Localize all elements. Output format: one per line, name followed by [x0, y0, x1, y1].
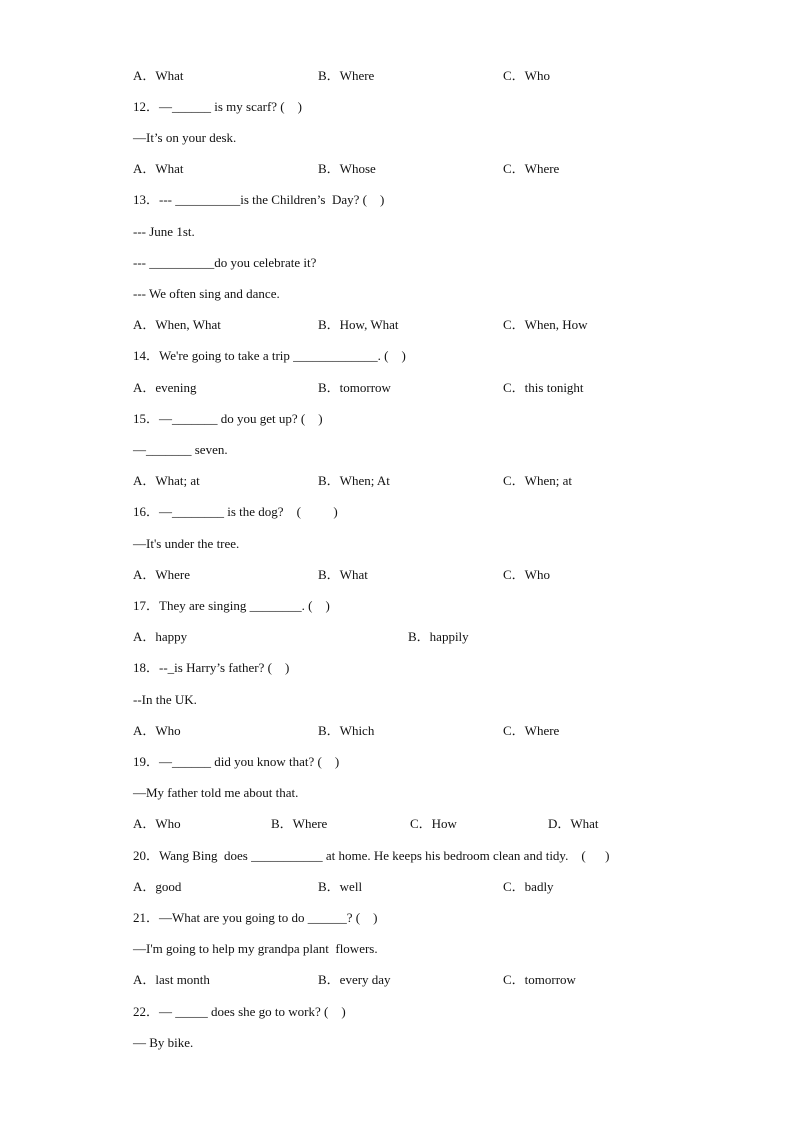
option-c: C．Who [503, 567, 550, 582]
option-c: C．Who [503, 68, 550, 83]
option-b: B．Where [271, 816, 328, 831]
option-c: C．When; at [503, 473, 572, 488]
question-17: 17．They are singing ________. ( ) [133, 598, 330, 613]
question-12-reply: —It’s on your desk. [133, 130, 237, 145]
option-a: A．happy [133, 629, 188, 644]
question-19-reply: —My father told me about that. [133, 785, 299, 800]
question-21-reply: —I'm going to help my grandpa plant flowers. [133, 941, 378, 956]
option-a: A．Who [133, 816, 181, 831]
option-b: B．When; At [318, 473, 390, 488]
option-b: B．Where [318, 68, 375, 83]
option-c: C．badly [503, 879, 554, 894]
option-b: B．every day [318, 972, 391, 987]
question-21: 21．—What are you going to do ______? ( ) [133, 910, 378, 925]
option-b: B．well [318, 879, 363, 894]
option-c: C．tomorrow [503, 972, 576, 987]
option-b: B．What [318, 567, 368, 582]
option-d: D．What [548, 816, 599, 831]
option-b: B．Which [318, 723, 375, 738]
option-a: A．last month [133, 972, 210, 987]
option-b: B．happily [408, 629, 469, 644]
option-c: C．Where [503, 161, 560, 176]
question-15: 15．—_______ do you get up? ( ) [133, 411, 323, 426]
question-13-line-4: --- We often sing and dance. [133, 286, 280, 301]
option-c: C．Where [503, 723, 560, 738]
question-13-line-3: --- __________do you celebrate it? [133, 255, 317, 270]
option-c: C．this tonight [503, 380, 584, 395]
question-16-reply: —It's under the tree. [133, 536, 240, 551]
question-16: 16．—________ is the dog? ( ) [133, 504, 338, 519]
option-b: B．Whose [318, 161, 376, 176]
question-19: 19．—______ did you know that? ( ) [133, 754, 340, 769]
option-a: A．What [133, 68, 184, 83]
option-a: A．Where [133, 567, 191, 582]
question-18-reply: --In the UK. [133, 692, 197, 707]
question-22-reply: — By bike. [133, 1035, 194, 1050]
question-13-line-2: --- June 1st. [133, 224, 195, 239]
question-22: 22．— _____ does she go to work? ( ) [133, 1004, 346, 1019]
option-b: B．tomorrow [318, 380, 391, 395]
option-a: A．What; at [133, 473, 200, 488]
option-a: A．good [133, 879, 182, 894]
option-a: A．evening [133, 380, 197, 395]
question-20: 20．Wang Bing does ___________ at home. He keeps his bedroom clean and tidy. ( ) [133, 848, 610, 863]
option-c: C．How [410, 816, 457, 831]
option-b: B．How, What [318, 317, 399, 332]
question-18: 18．--_is Harry’s father? ( ) [133, 660, 290, 675]
option-a: A．Who [133, 723, 181, 738]
question-12: 12．—______ is my scarf? ( ) [133, 99, 302, 114]
option-a: A．What [133, 161, 184, 176]
option-a: A．When, What [133, 317, 221, 332]
question-13: 13．--- __________is the Children’s Day? ( ) [133, 192, 385, 207]
question-15-reply: —_______ seven. [133, 442, 228, 457]
question-14: 14．We're going to take a trip _____________. ( ) [133, 348, 406, 363]
option-c: C．When, How [503, 317, 588, 332]
